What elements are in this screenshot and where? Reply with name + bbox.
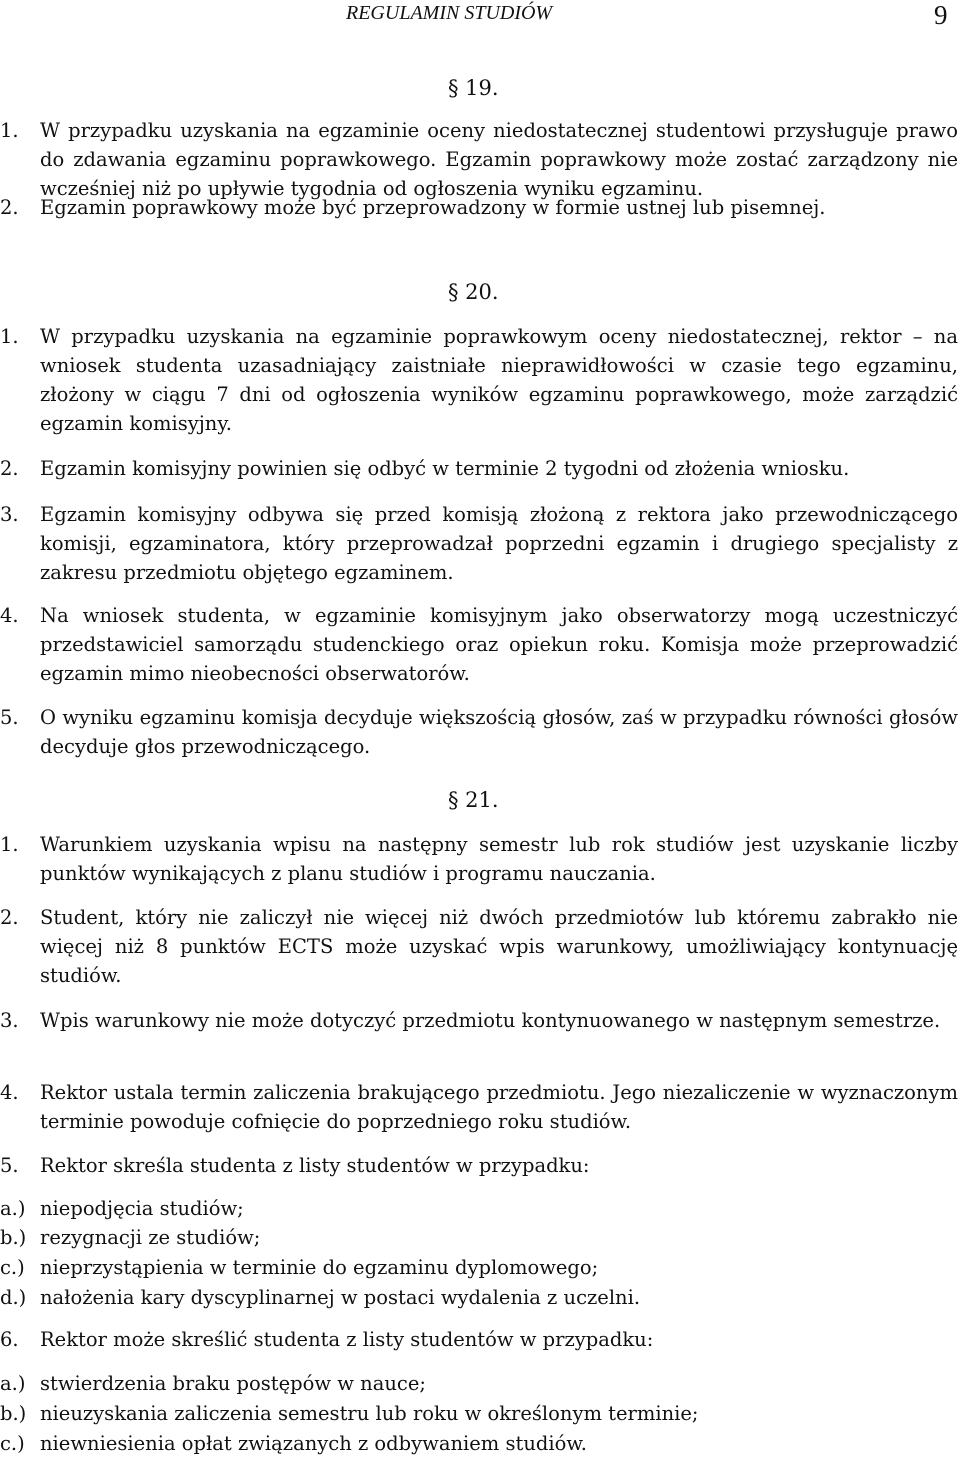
paragraph-text: Egzamin komisyjny powinien się odbyć w terminie 2 tygodni od złożenia wniosku. — [40, 457, 850, 480]
paragraph-number: 6. — [0, 1328, 19, 1351]
paragraph-21-2 — [0, 903, 958, 990]
paragraph-number: 4. — [0, 604, 19, 627]
list-item-label: d.) — [0, 1286, 27, 1309]
paragraph-20-1 — [0, 322, 958, 438]
paragraph-number: 2. — [0, 457, 19, 480]
paragraph-number: 3. — [0, 503, 19, 526]
list-item-text: stwierdzenia braku postępów w nauce; — [40, 1372, 426, 1395]
page-number: 9 — [934, 0, 948, 30]
paragraph-text: Rektor ustala termin zaliczenia brakującego przedmiotu. Jego niezaliczenie w wyznaczonym terminie powoduje cofnięcie do poprzedniego roku studiów. — [40, 1081, 958, 1133]
paragraph-19-1 — [0, 116, 958, 203]
section-heading-21: § 21. — [448, 788, 499, 812]
paragraph-21-1 — [0, 830, 958, 888]
paragraph-text: Warunkiem uzyskania wpisu na następny semestr lub rok studiów jest uzyskanie liczby punktów wynikających z planu studiów i programu nauczania. — [40, 833, 958, 885]
paragraph-text: Egzamin poprawkowy może być przeprowadzony w formie ustnej lub pisemnej. — [40, 196, 826, 219]
paragraph-text: W przypadku uzyskania na egzaminie oceny niedostatecznej studentowi przysługuje prawo do zdawania egzaminu poprawkowego. Egzamin poprawkowy może zostać zarządzony nie wcześniej niż po upływie tygodnia od ogłoszenia wyniku egzaminu. — [40, 119, 958, 200]
paragraph-text: Egzamin komisyjny odbywa się przed komisją złożoną z rektora jako przewodniczącego komisji, egzaminatora, który przeprowadzał poprzedni egzamin i drugiego specjalisty z zakresu przedmiotu objętego egzaminem. — [40, 503, 958, 584]
paragraph-number: 3. — [0, 1009, 19, 1032]
list-item-text: nałożenia kary dyscyplinarnej w postaci wydalenia z uczelni. — [40, 1286, 641, 1309]
paragraph-21-5 — [0, 1151, 958, 1180]
list-item-label: c.) — [0, 1256, 25, 1279]
paragraph-text: W przypadku uzyskania na egzaminie poprawkowym oceny niedostatecznej, rektor – na wniosek studenta uzasadniający zaistniałe nieprawidłowości w czasie tego egzaminu, złożony w ciągu 7 dni od ogłoszenia wyników egzaminu poprawkowego, może zarządzić egzamin komisyjny. — [40, 325, 958, 435]
paragraph-text: Rektor skreśla studenta z listy studentów w przypadku: — [40, 1154, 590, 1177]
paragraph-20-2 — [0, 454, 958, 483]
paragraph-21-4 — [0, 1078, 958, 1136]
list-item-text: rezygnacji ze studiów; — [40, 1226, 261, 1249]
paragraph-number: 1. — [0, 325, 19, 348]
list-item-label: c.) — [0, 1432, 25, 1455]
paragraph-number: 1. — [0, 833, 19, 856]
paragraph-20-4 — [0, 601, 958, 688]
paragraph-number: 2. — [0, 906, 19, 929]
paragraph-number: 4. — [0, 1081, 19, 1104]
paragraph-number: 5. — [0, 706, 19, 729]
paragraph-20-3 — [0, 500, 958, 587]
paragraph-21-6 — [0, 1325, 958, 1354]
list-item-label: a.) — [0, 1197, 26, 1220]
paragraph-text: Wpis warunkowy nie może dotyczyć przedmiotu kontynuowanego w następnym semestrze. — [40, 1009, 941, 1032]
list-item-label: b.) — [0, 1226, 27, 1249]
section-heading-19: § 19. — [448, 76, 499, 100]
paragraph-text: Na wniosek studenta, w egzaminie komisyjnym jako obserwatorzy mogą uczestniczyć przedstawiciel samorządu studenckiego oraz opiekun roku. Komisja może przeprowadzić egzamin mimo nieobecności obserwatorów. — [40, 604, 958, 685]
list-item-label: b.) — [0, 1402, 27, 1425]
paragraph-number: 2. — [0, 196, 19, 219]
paragraph-19-2 — [0, 193, 958, 222]
list-item-text: niewniesienia opłat związanych z odbywaniem studiów. — [40, 1432, 587, 1455]
paragraph-text: Rektor może skreślić studenta z listy studentów w przypadku: — [40, 1328, 654, 1351]
list-item-text: nieprzystąpienia w terminie do egzaminu dyplomowego; — [40, 1256, 599, 1279]
paragraph-text: Student, który nie zaliczył nie więcej niż dwóch przedmiotów lub któremu zabrakło nie więcej niż 8 punktów ECTS może uzyskać wpis warunkowy, umożliwiający kontynuację studiów. — [40, 906, 958, 987]
paragraph-text: O wyniku egzaminu komisja decyduje większością głosów, zaś w przypadku równości głosów decyduje głos przewodniczącego. — [40, 706, 958, 758]
list-item-text: nieuzyskania zaliczenia semestru lub roku w określonym terminie; — [40, 1402, 699, 1425]
paragraph-number: 5. — [0, 1154, 19, 1177]
paragraph-21-3 — [0, 1006, 958, 1035]
paragraph-20-5 — [0, 703, 958, 761]
list-item-label: a.) — [0, 1372, 26, 1395]
running-header-title: REGULAMIN STUDIÓW — [346, 2, 553, 24]
section-heading-20: § 20. — [448, 280, 499, 304]
paragraph-number: 1. — [0, 119, 19, 142]
list-item-text: niepodjęcia studiów; — [40, 1197, 244, 1220]
